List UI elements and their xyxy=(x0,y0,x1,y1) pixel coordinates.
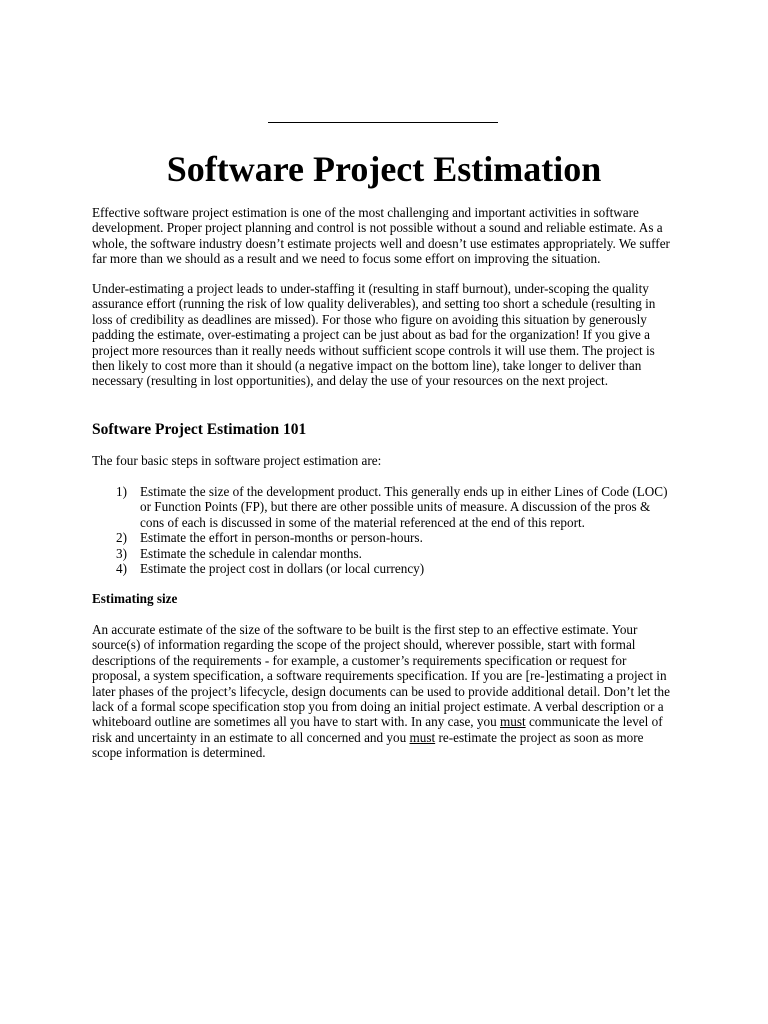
emphasis-must: must xyxy=(499,714,526,730)
header-rule xyxy=(268,122,498,123)
intro-paragraph: Effective software project estimation is one of the most challenging and important activities in software development. Proper project planning and control is not possible without a sound and reliable estimate. As a whole, the software industry doesn’t estimate projects well and doesn’t use estimates appropriately. We suffer far more than we should as a result and we need to focus some effort on improving the situation. xyxy=(92,205,670,267)
section-heading: Software Project Estimation 101 xyxy=(92,421,307,438)
list-item xyxy=(92,561,676,576)
list-item-number: 4) xyxy=(116,561,127,577)
list-item xyxy=(92,546,676,561)
subheading: Estimating size xyxy=(92,591,178,606)
page-title: Software Project Estimation xyxy=(166,149,602,189)
list-item-text: Estimate the size of the development product. This generally ends up in either Lines of Code (LOC) or Function Points (FP), but there are other possible units of measure. A discussion of the pros & cons of each is discussed in some of the material referenced at the end of this report. xyxy=(140,484,668,530)
section-intro: The four basic steps in software project estimation are: xyxy=(92,453,382,468)
list-item-text: Estimate the effort in person-months or person-hours. xyxy=(140,530,423,546)
list-item-text: Estimate the project cost in dollars (or local currency) xyxy=(140,561,425,577)
list-item-number: 3) xyxy=(116,545,127,561)
list-item-number: 1) xyxy=(116,484,127,499)
size-paragraph-part: An accurate estimate of the size of the software to be built is the first step to an effective estimate. Your source(s) of information regarding the scope of the project should, wherever possible, start with formal descriptions of the requirements - for example, a customer’s requirements specification or request for proposal, a system specification, a software requirements specification. If you are [re-]estimating a project in later phases of the project’s lifecycle, design documents can be used to provide additional detail. Don’t let the lack of a formal scope specification stop you from doing an initial project estimate. A verbal description or a whiteboard outline are sometimes all you have to start with. In any case, you xyxy=(92,622,670,730)
steps-list xyxy=(92,484,676,576)
estimation-risk-paragraph: Under-estimating a project leads to under-staffing it (resulting in staff burnout), under-scoping the quality assurance effort (running the risk of low quality deliverables), and setting too short a schedule (resulting in loss of credibility as deadlines are missed). For those who figure on avoiding this situation by generously padding the estimate, over-estimating a project can be just about as bad for the organization! If you give a project more resources than it really needs without sufficient scope controls it will use them. The project is then likely to cost more than it should (a negative impact on the bottom line), take longer to deliver than necessary (resulting in lost opportunities), and delay the use of your resources on the next project. xyxy=(92,281,656,389)
list-item xyxy=(92,530,676,545)
list-item-text: Estimate the schedule in calendar months. xyxy=(140,545,362,561)
list-item-number: 2) xyxy=(116,530,127,546)
emphasis-must: must xyxy=(409,729,436,745)
size-paragraph-part: communicate the level of risk and uncertainty in an estimate to all concerned and you xyxy=(92,714,663,745)
size-paragraph xyxy=(92,622,676,761)
size-paragraph-part: re-estimate the project as soon as more scope information is determined. xyxy=(92,729,644,761)
list-item xyxy=(92,484,676,530)
